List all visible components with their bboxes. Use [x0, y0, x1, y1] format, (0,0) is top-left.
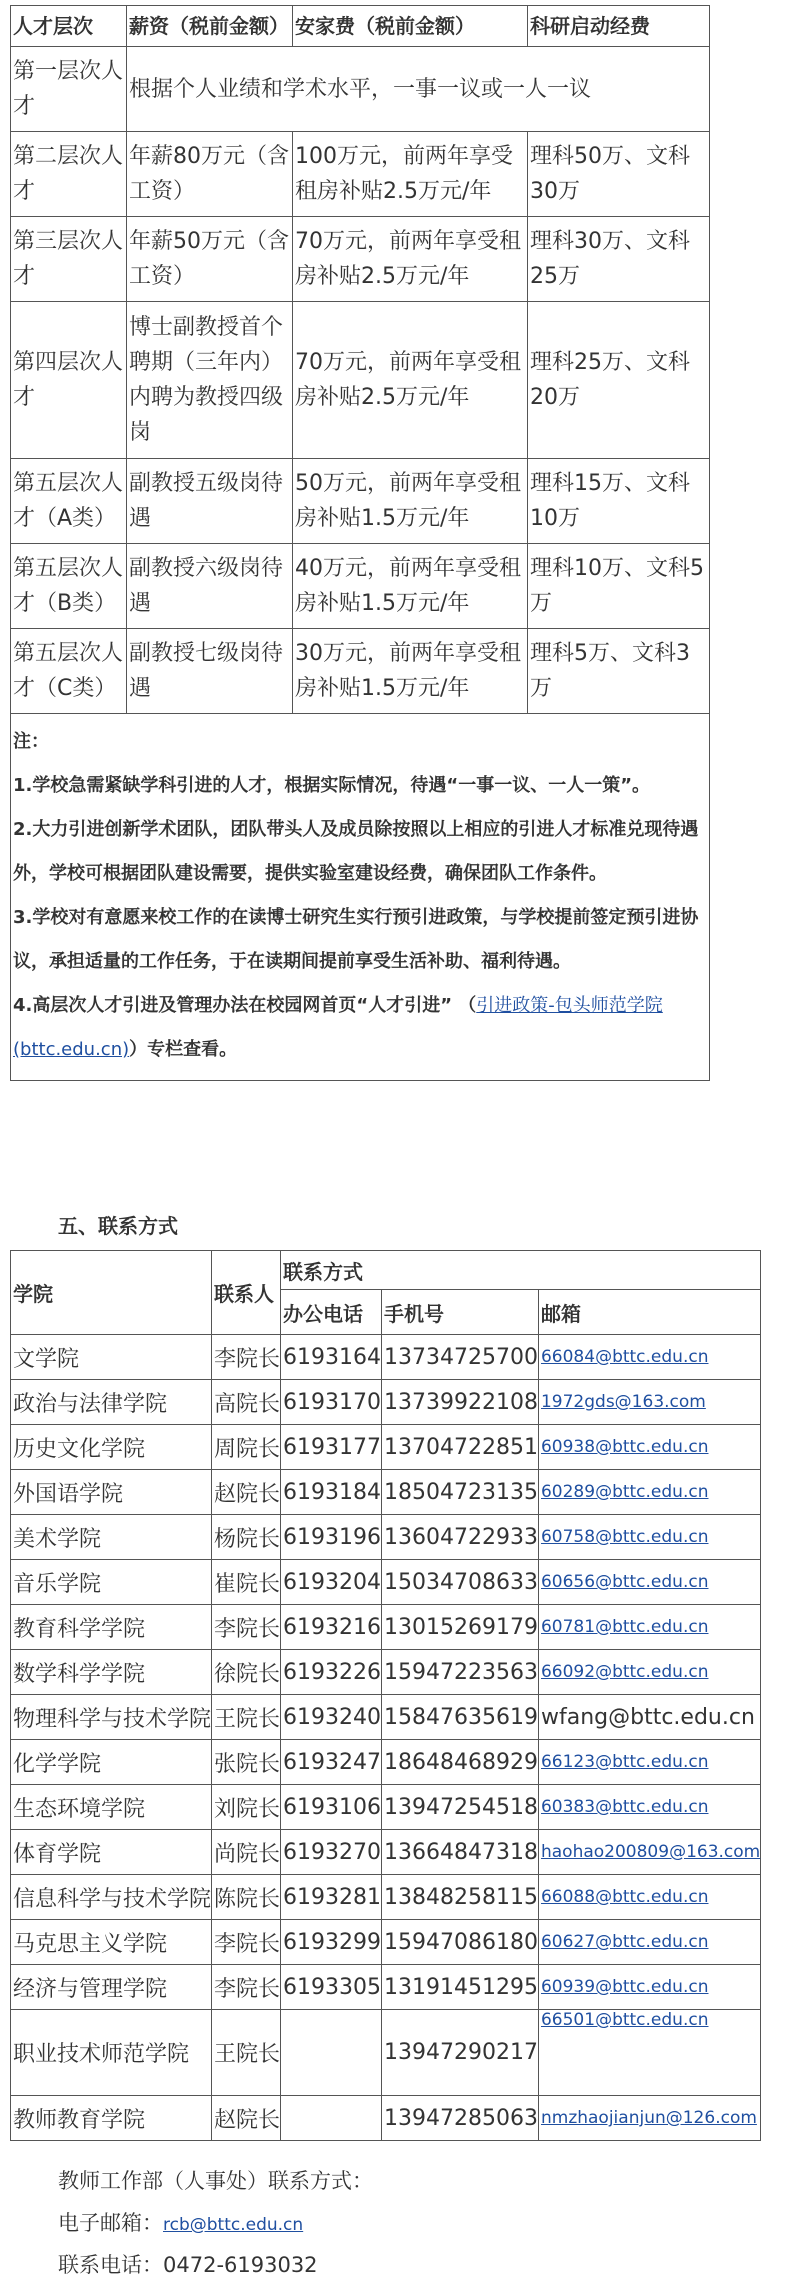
- footer-email-link[interactable]: rcb@bttc.edu.cn: [163, 2215, 304, 2235]
- talent-housing: 50万元，前两年享受租房补贴1.5万元/年: [293, 459, 528, 544]
- office-phone: 6193106: [281, 1785, 382, 1830]
- mobile-phone: 13704722851: [382, 1425, 539, 1470]
- talent-research: 理科10万、文科5万: [528, 544, 710, 629]
- talent-salary: 年薪50万元（含工资）: [127, 217, 293, 302]
- note-4-text: 4.高层次人才引进及管理办法在校园网首页“人才引进” （: [13, 995, 477, 1016]
- talent-notes-row: [11, 714, 710, 1081]
- mobile-phone: 13191451295: [382, 1965, 539, 2010]
- note-4-tail: ）专栏查看。: [129, 1039, 238, 1060]
- talent-research: 理科15万、文科10万: [528, 459, 710, 544]
- contact-person: 高院长: [212, 1380, 281, 1425]
- footer-email-line: [58, 2208, 303, 2240]
- email-link[interactable]: nmzhaojianjun@126.com: [540, 2108, 757, 2128]
- mobile-phone: 13947254518: [382, 1785, 539, 1830]
- mobile-phone: 18648468929: [382, 1740, 539, 1785]
- mobile-phone: 13739922108: [382, 1380, 539, 1425]
- college-name: 音乐学院: [11, 1560, 212, 1605]
- talent-table-row: [11, 302, 710, 459]
- talent-table-header-row: [11, 6, 710, 47]
- contact-row: [11, 2010, 761, 2096]
- email-link[interactable]: 60383@bttc.edu.cn: [540, 1797, 709, 1817]
- contact-row: [11, 1695, 761, 1740]
- contact-row: [11, 1425, 761, 1470]
- mobile-phone: 13734725700: [382, 1335, 539, 1380]
- email-link[interactable]: 60289@bttc.edu.cn: [540, 1482, 709, 1502]
- college-name: 马克思主义学院: [11, 1920, 212, 1965]
- talent-table-row: [11, 132, 710, 217]
- talent-level: 第二层次人才: [11, 132, 127, 217]
- college-name: 生态环境学院: [11, 1785, 212, 1830]
- contact-person: 张院长: [212, 1740, 281, 1785]
- email-link[interactable]: 60758@bttc.edu.cn: [540, 1527, 709, 1547]
- talent-housing: 70万元，前两年享受租房补贴2.5万元/年: [293, 217, 528, 302]
- contact-row: [11, 2096, 761, 2141]
- mobile-phone: 13848258115: [382, 1875, 539, 1920]
- email-cell: [538, 1965, 760, 2010]
- contact-section-title: 五、联系方式: [58, 1214, 178, 1238]
- college-name: 信息科学与技术学院: [11, 1875, 212, 1920]
- talent-housing: 30万元，前两年享受租房补贴1.5万元/年: [293, 629, 528, 714]
- talent-merged-cell: 根据个人业绩和学术水平，一事一议或一人一议: [127, 47, 710, 132]
- email-cell: [538, 1830, 760, 1875]
- talent-level: 第五层次人才（B类）: [11, 544, 127, 629]
- contact-person: 王院长: [212, 2010, 281, 2096]
- college-name: 数学科学学院: [11, 1650, 212, 1695]
- mobile-phone: 18504723135: [382, 1470, 539, 1515]
- email-cell: [538, 1515, 760, 1560]
- office-phone: [281, 2096, 382, 2141]
- college-name: 文学院: [11, 1335, 212, 1380]
- office-phone: 6193226: [281, 1650, 382, 1695]
- college-name: 教育科学学院: [11, 1605, 212, 1650]
- office-phone: 6193281: [281, 1875, 382, 1920]
- contact-person: 王院长: [212, 1695, 281, 1740]
- header-level: 人才层次: [11, 6, 127, 47]
- mobile-phone: 15847635619: [382, 1695, 539, 1740]
- office-phone: 6193184: [281, 1470, 382, 1515]
- talent-level: 第三层次人才: [11, 217, 127, 302]
- college-name: 教师教育学院: [11, 2096, 212, 2141]
- email-cell: [538, 1470, 760, 1515]
- talent-policy-table: [10, 5, 710, 1081]
- talent-table-row: [11, 47, 710, 132]
- contact-row: [11, 1380, 761, 1425]
- office-phone: 6193305: [281, 1965, 382, 2010]
- contact-person: 赵院长: [212, 2096, 281, 2141]
- talent-housing: 70万元，前两年享受租房补贴2.5万元/年: [293, 302, 528, 459]
- email-cell: [538, 2096, 760, 2141]
- contact-row: [11, 1560, 761, 1605]
- header-mobile: 手机号: [382, 1290, 539, 1335]
- email-cell: [538, 1425, 760, 1470]
- mobile-phone: 13947285063: [382, 2096, 539, 2141]
- contact-header-row: [11, 1251, 761, 1290]
- note-3: 3.学校对有意愿来校工作的在读博士研究生实行预引进政策，与学校提前签定预引进协议，承担适量的工作任务，于在读期间提前享受生活补助、福利待遇。: [13, 907, 699, 972]
- office-phone: 6193177: [281, 1425, 382, 1470]
- header-contact: 联系人: [212, 1251, 281, 1335]
- contact-person: 周院长: [212, 1425, 281, 1470]
- contact-person: 赵院长: [212, 1470, 281, 1515]
- office-phone: 6193196: [281, 1515, 382, 1560]
- email-cell: [538, 1380, 760, 1425]
- email-link[interactable]: 66123@bttc.edu.cn: [540, 1752, 709, 1772]
- talent-salary: 博士副教授首个聘期（三年内）内聘为教授四级岗: [127, 302, 293, 459]
- contact-person: 李院长: [212, 1965, 281, 2010]
- email-link[interactable]: 60781@bttc.edu.cn: [540, 1617, 709, 1637]
- college-name: 经济与管理学院: [11, 1965, 212, 2010]
- email-cell: [538, 1920, 760, 1965]
- mobile-phone: 15034708633: [382, 1560, 539, 1605]
- email-cell: [538, 1650, 760, 1695]
- email-link[interactable]: 60656@bttc.edu.cn: [540, 1572, 709, 1592]
- contact-row: [11, 1650, 761, 1695]
- email-cell: [538, 1605, 760, 1650]
- email-link[interactable]: 1972gds@163.com: [540, 1392, 706, 1412]
- office-phone: 6193299: [281, 1920, 382, 1965]
- contact-row: [11, 1470, 761, 1515]
- office-phone: 6193170: [281, 1380, 382, 1425]
- talent-research: 理科30万、文科25万: [528, 217, 710, 302]
- contact-person: 李院长: [212, 1920, 281, 1965]
- email-link[interactable]: 66501@bttc.edu.cn: [540, 2010, 709, 2030]
- mobile-phone: 15947086180: [382, 1920, 539, 1965]
- talent-table-row: [11, 459, 710, 544]
- email-link[interactable]: 66084@bttc.edu.cn: [540, 1347, 709, 1367]
- college-name: 历史文化学院: [11, 1425, 212, 1470]
- footer-phone: 联系电话：0472-6193032: [58, 2253, 318, 2277]
- email-link[interactable]: 60939@bttc.edu.cn: [540, 1977, 709, 1997]
- contact-row: [11, 1740, 761, 1785]
- talent-salary: 副教授五级岗待遇: [127, 459, 293, 544]
- contact-row: [11, 1875, 761, 1920]
- contact-row: [11, 1785, 761, 1830]
- email-text: wfang@bttc.edu.cn: [538, 1695, 760, 1740]
- email-link[interactable]: haohao200809@163.com: [540, 1842, 761, 1862]
- office-phone: 6193216: [281, 1605, 382, 1650]
- mobile-phone: 13604722933: [382, 1515, 539, 1560]
- email-cell: [538, 2010, 760, 2096]
- talent-housing: 100万元，前两年享受租房补贴2.5万元/年: [293, 132, 528, 217]
- talent-salary: 年薪80万元（含工资）: [127, 132, 293, 217]
- email-link[interactable]: 60938@bttc.edu.cn: [540, 1437, 709, 1457]
- contact-person: 刘院长: [212, 1785, 281, 1830]
- header-salary: 薪资（税前金额）: [127, 6, 293, 47]
- header-housing: 安家费（税前金额）: [293, 6, 528, 47]
- footer-dept: 教师工作部（人事处）联系方式：: [58, 2169, 373, 2193]
- header-email: 邮箱: [538, 1290, 760, 1335]
- office-phone: 6193240: [281, 1695, 382, 1740]
- talent-research: 理科50万、文科30万: [528, 132, 710, 217]
- talent-level: 第五层次人才（A类）: [11, 459, 127, 544]
- header-method: 联系方式: [281, 1251, 761, 1290]
- office-phone: [281, 2010, 382, 2096]
- contact-person: 陈院长: [212, 1875, 281, 1920]
- mobile-phone: 13015269179: [382, 1605, 539, 1650]
- email-cell: [538, 1560, 760, 1605]
- office-phone: 6193204: [281, 1560, 382, 1605]
- talent-table-row: [11, 629, 710, 714]
- header-college: 学院: [11, 1251, 212, 1335]
- college-name: 化学学院: [11, 1740, 212, 1785]
- talent-notes: [11, 714, 710, 1081]
- contact-person: 李院长: [212, 1605, 281, 1650]
- talent-research: 理科5万、文科3万: [528, 629, 710, 714]
- header-research: 科研启动经费: [528, 6, 710, 47]
- college-name: 物理科学与技术学院: [11, 1695, 212, 1740]
- contact-row: [11, 1965, 761, 2010]
- footer-email-label: 电子邮箱：: [58, 2211, 163, 2235]
- college-name: 职业技术师范学院: [11, 2010, 212, 2096]
- mobile-phone: 13947290217: [382, 2010, 539, 2096]
- talent-policy-link[interactable]: 引进政策-包头师范学院 (bttc.edu.cn): [13, 995, 663, 1060]
- contact-person: 崔院长: [212, 1560, 281, 1605]
- note-4: [13, 984, 707, 1072]
- email-cell: [538, 1740, 760, 1785]
- talent-level: 第四层次人才: [11, 302, 127, 459]
- talent-level: 第一层次人才: [11, 47, 127, 132]
- contact-person: 李院长: [212, 1335, 281, 1380]
- talent-table-row: [11, 544, 710, 629]
- college-name: 体育学院: [11, 1830, 212, 1875]
- college-name: 美术学院: [11, 1515, 212, 1560]
- college-name: 外国语学院: [11, 1470, 212, 1515]
- email-cell: [538, 1875, 760, 1920]
- talent-table-row: [11, 217, 710, 302]
- email-cell: [538, 1335, 760, 1380]
- contact-person: 尚院长: [212, 1830, 281, 1875]
- notes-title: 注：: [13, 731, 49, 752]
- contact-row: [11, 1605, 761, 1650]
- mobile-phone: 15947223563: [382, 1650, 539, 1695]
- office-phone: 6193164: [281, 1335, 382, 1380]
- note-2: 2.大力引进创新学术团队，团队带头人及成员除按照以上相应的引进人才标准兑现待遇外，学校可根据团队建设需要，提供实验室建设经费，确保团队工作条件。: [13, 819, 699, 884]
- talent-housing: 40万元，前两年享受租房补贴1.5万元/年: [293, 544, 528, 629]
- office-phone: 6193270: [281, 1830, 382, 1875]
- mobile-phone: 13664847318: [382, 1830, 539, 1875]
- contact-person: 杨院长: [212, 1515, 281, 1560]
- talent-salary: 副教授六级岗待遇: [127, 544, 293, 629]
- header-office: 办公电话: [281, 1290, 382, 1335]
- contact-row: [11, 1920, 761, 1965]
- email-link[interactable]: 60627@bttc.edu.cn: [540, 1932, 709, 1952]
- contact-row: [11, 1830, 761, 1875]
- college-name: 政治与法律学院: [11, 1380, 212, 1425]
- email-link[interactable]: 66088@bttc.edu.cn: [540, 1887, 709, 1907]
- email-link[interactable]: 66092@bttc.edu.cn: [540, 1662, 709, 1682]
- talent-level: 第五层次人才（C类）: [11, 629, 127, 714]
- email-cell: [538, 1785, 760, 1830]
- contact-row: [11, 1335, 761, 1380]
- contact-person: 徐院长: [212, 1650, 281, 1695]
- note-1: 1.学校急需紧缺学科引进的人才，根据实际情况，待遇“一事一议、一人一策”。: [13, 775, 651, 796]
- talent-research: 理科25万、文科20万: [528, 302, 710, 459]
- contact-table: [10, 1250, 761, 2141]
- contact-row: [11, 1515, 761, 1560]
- office-phone: 6193247: [281, 1740, 382, 1785]
- talent-salary: 副教授七级岗待遇: [127, 629, 293, 714]
